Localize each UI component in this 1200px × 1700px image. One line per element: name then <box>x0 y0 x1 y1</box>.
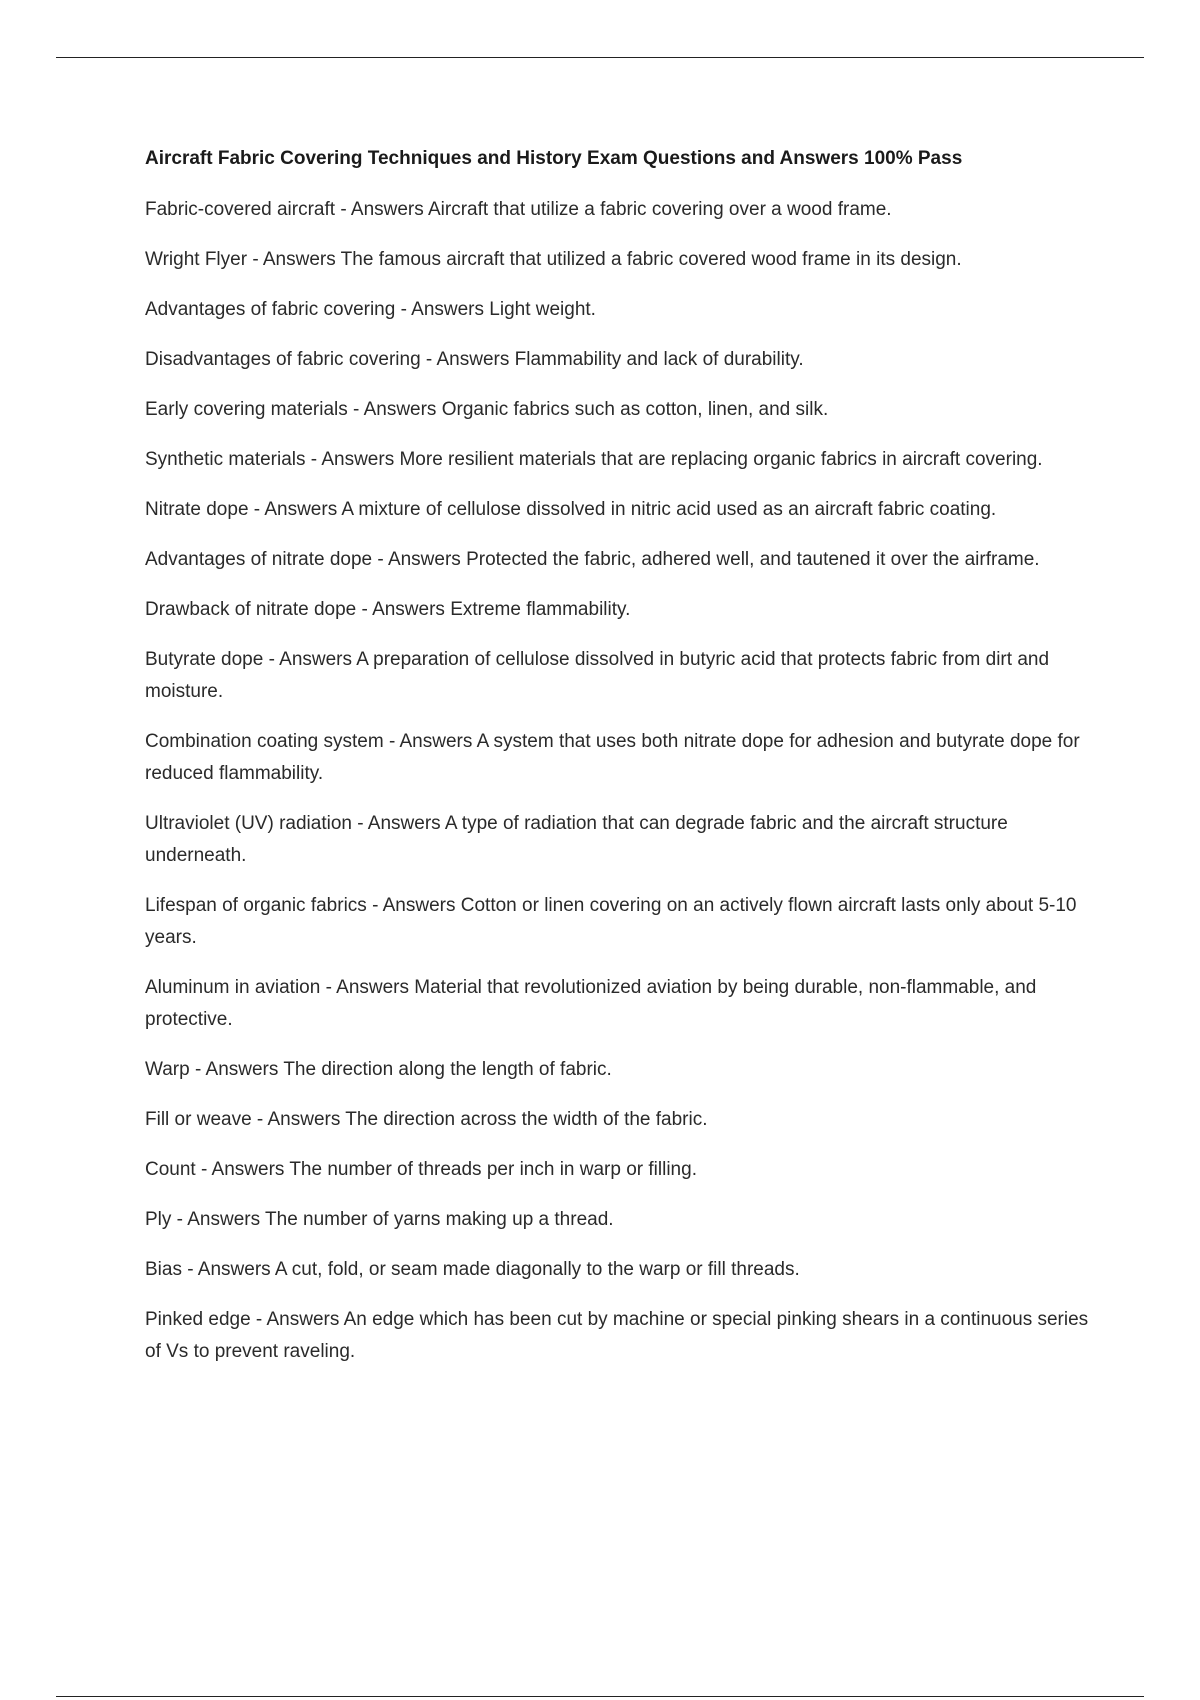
document-title: Aircraft Fabric Covering Techniques and History Exam Questions and Answers 100% Pass <box>145 148 963 169</box>
qa-entry: Fill or weave - Answers The direction across the width of the fabric. <box>145 1109 708 1130</box>
qa-entry: Wright Flyer - Answers The famous aircraft that utilized a fabric covered wood frame in its design. <box>145 249 962 270</box>
top-divider <box>56 57 1144 58</box>
qa-entry: Aluminum in aviation - Answers Material that revolutionized aviation by being durable, non-flammable, and protective. <box>145 977 1037 1030</box>
qa-entry: Lifespan of organic fabrics - Answers Cotton or linen covering on an actively flown aircraft lasts only about 5-10 years. <box>145 895 1077 948</box>
qa-entry: Synthetic materials - Answers More resilient materials that are replacing organic fabrics in aircraft covering. <box>145 449 1043 470</box>
qa-entry: Bias - Answers A cut, fold, or seam made diagonally to the warp or fill threads. <box>145 1259 800 1280</box>
qa-entry: Combination coating system - Answers A system that uses both nitrate dope for adhesion and butyrate dope for reduced flammability. <box>145 731 1080 784</box>
qa-entry: Ultraviolet (UV) radiation - Answers A type of radiation that can degrade fabric and the aircraft structure underneath. <box>145 813 1008 866</box>
qa-entry: Count - Answers The number of threads per inch in warp or filling. <box>145 1159 697 1180</box>
qa-entry: Nitrate dope - Answers A mixture of cellulose dissolved in nitric acid used as an aircraft fabric coating. <box>145 499 997 520</box>
document-body <box>145 144 1095 1386</box>
qa-entry: Pinked edge - Answers An edge which has been cut by machine or special pinking shears in a continuous series of Vs to prevent raveling. <box>145 1309 1089 1362</box>
qa-entry: Early covering materials - Answers Organic fabrics such as cotton, linen, and silk. <box>145 399 829 420</box>
qa-entry: Drawback of nitrate dope - Answers Extreme flammability. <box>145 599 631 620</box>
bottom-divider <box>56 1696 1144 1697</box>
qa-entry: Disadvantages of fabric covering - Answers Flammability and lack of durability. <box>145 349 804 370</box>
qa-entry: Ply - Answers The number of yarns making up a thread. <box>145 1209 614 1230</box>
qa-entry: Butyrate dope - Answers A preparation of cellulose dissolved in butyric acid that protects fabric from dirt and moisture. <box>145 649 1050 702</box>
qa-entry: Advantages of nitrate dope - Answers Protected the fabric, adhered well, and tautened it over the airframe. <box>145 549 1040 570</box>
qa-entry: Fabric-covered aircraft - Answers Aircraft that utilize a fabric covering over a wood frame. <box>145 199 892 220</box>
qa-entry: Advantages of fabric covering - Answers Light weight. <box>145 299 596 320</box>
qa-entry: Warp - Answers The direction along the length of fabric. <box>145 1059 612 1080</box>
